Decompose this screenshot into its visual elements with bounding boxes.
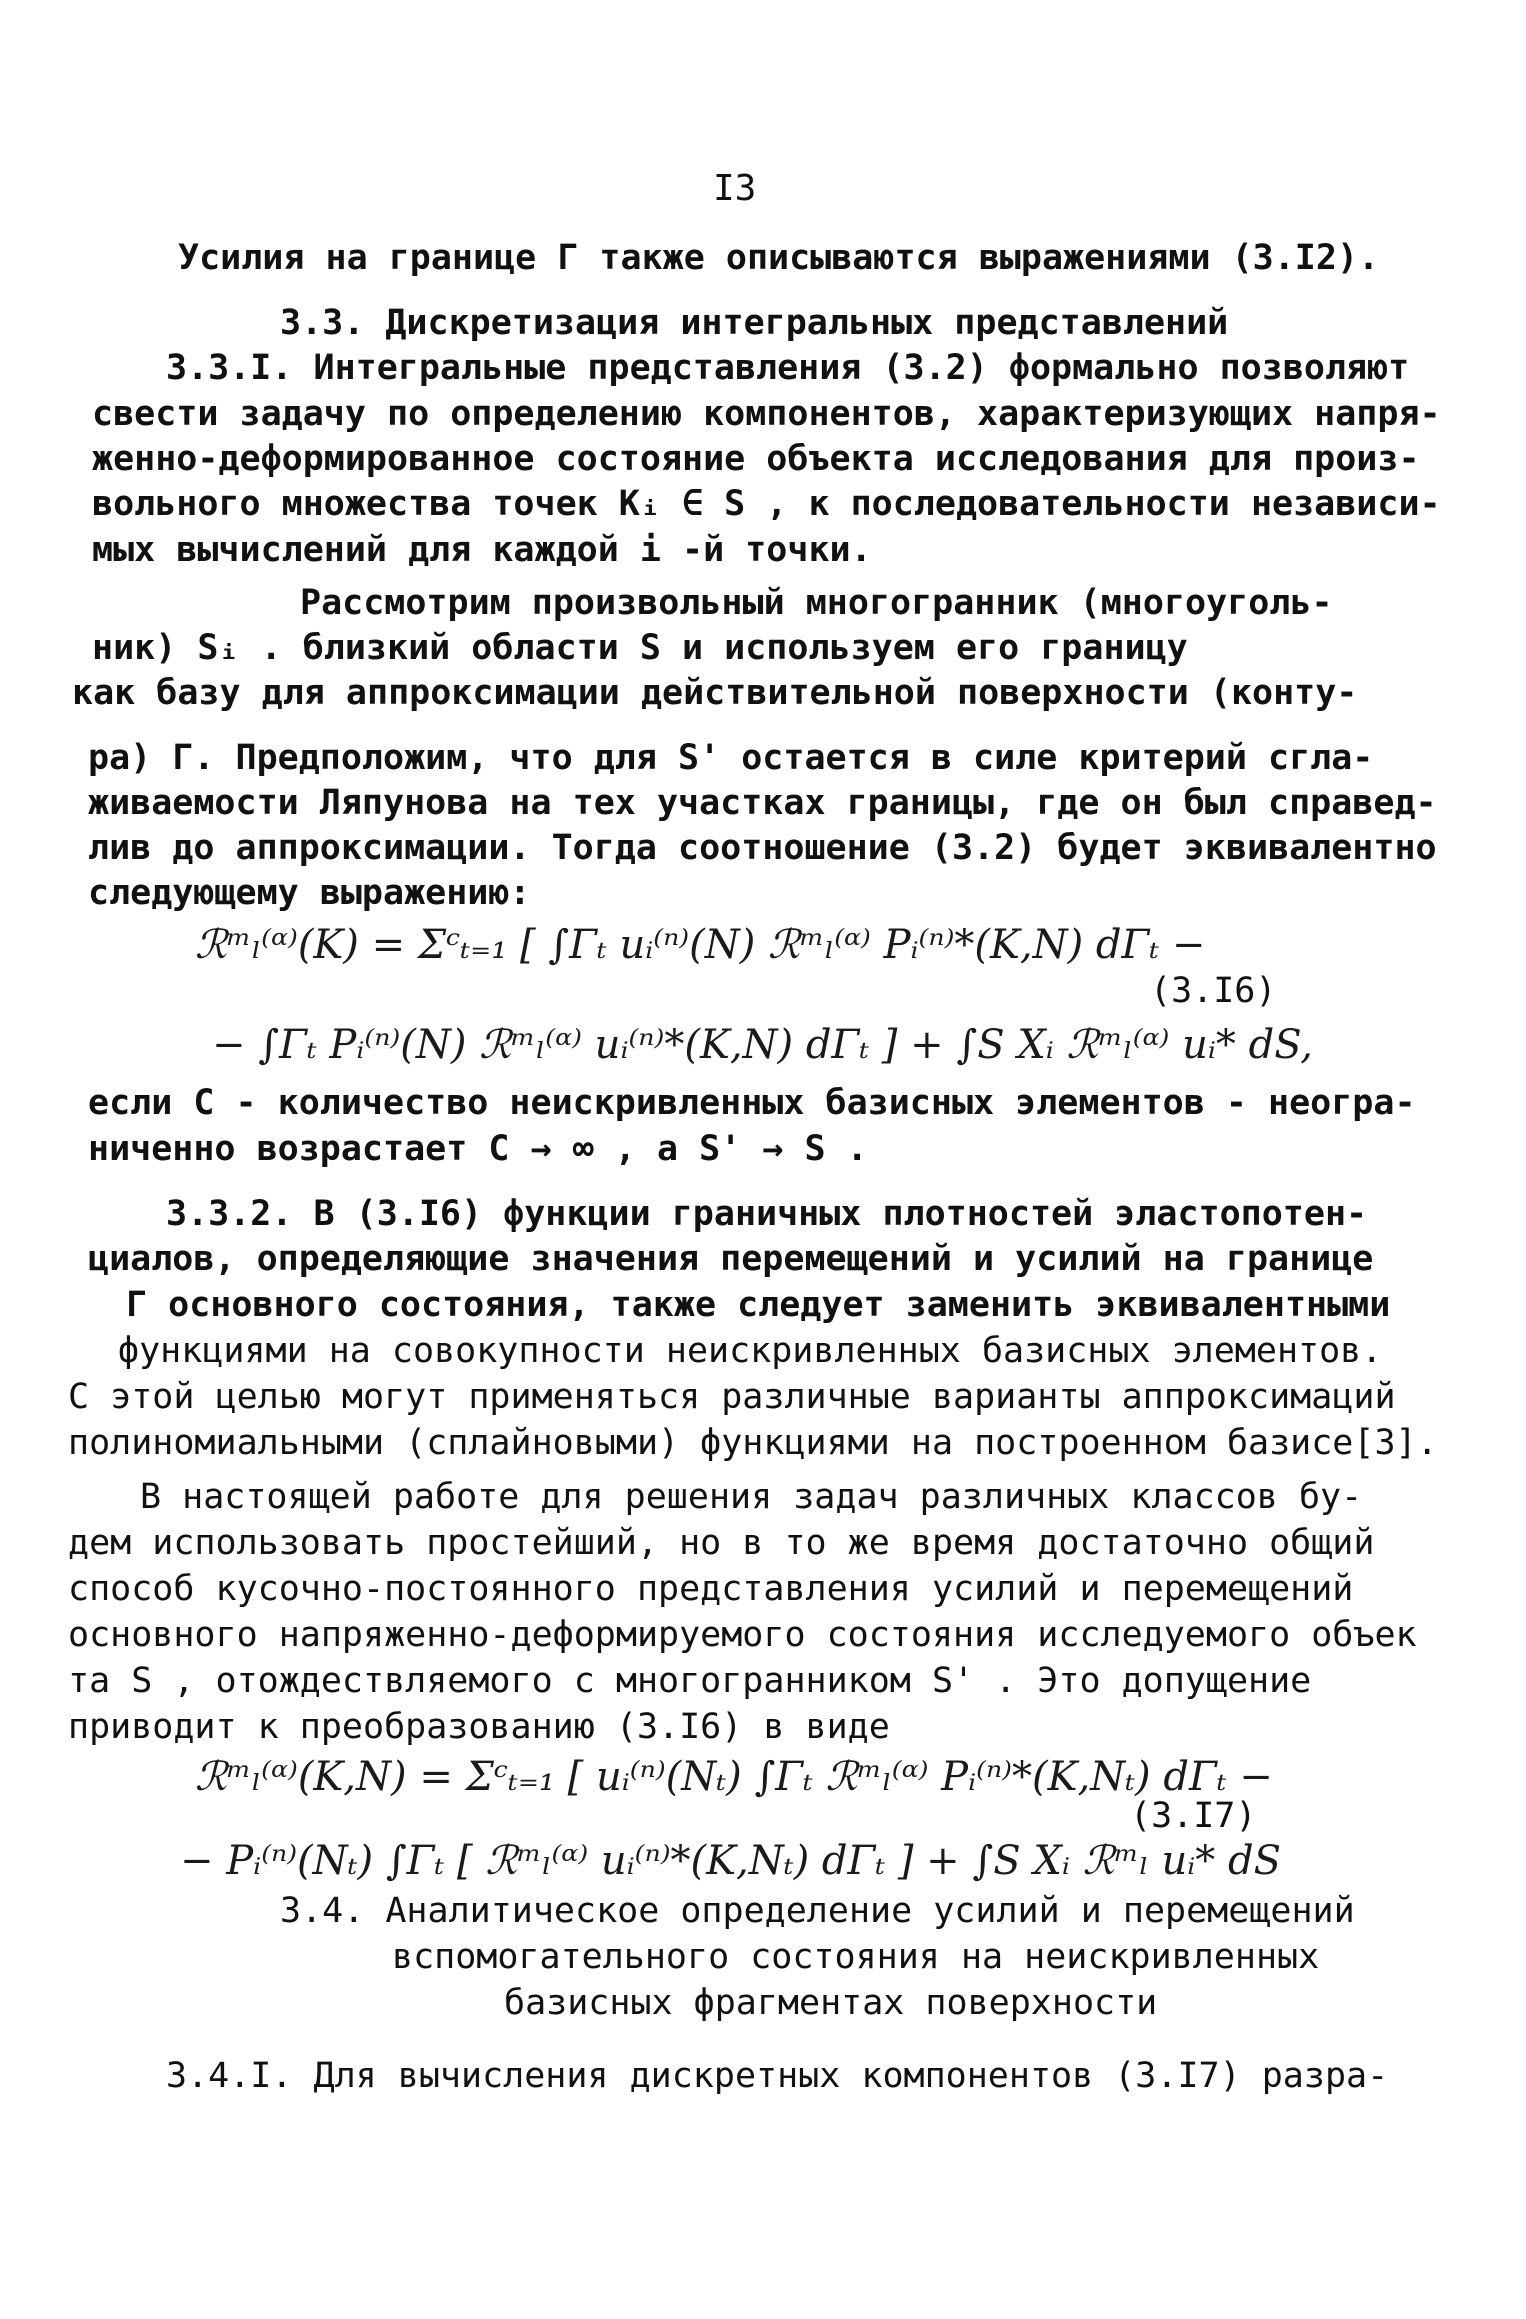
section-heading: вспомогательного состояния на неискривленных (392, 1937, 1320, 1977)
equation-3-17-line-2: − Pᵢ⁽ⁿ⁾(Nₜ) ∫Γₜ [ ℛᵐₗ⁽ᵅ⁾ uᵢ⁽ⁿ⁾*(K,Nₜ) dΓₜ ] + ∫S Xᵢ ℛᵐₗ uᵢ* dS (180, 1838, 1281, 1884)
text-line: Усилия на границе Г также описываются выражениями (3.I2). (178, 238, 1380, 278)
text-line: функциями на совокупности неискривленных базисных элементов. (118, 1331, 1383, 1371)
equation-number: (3.I7) (1130, 1796, 1257, 1836)
text-line: способ кусочно-постоянного представления усилий и перемещений (68, 1569, 1354, 1609)
equation-number: (3.I6) (1150, 971, 1277, 1011)
text-line: дем использовать простейший, но в то же время достаточно общий (68, 1523, 1375, 1563)
text-line: 3.3.I. Интегральные представления (3.2) формально позволяют (166, 348, 1410, 388)
text-line: вольного множества точек Kᵢ ∈ S , к последовательности независи- (92, 484, 1441, 524)
text-line: циалов, определяющие значения перемещений и усилий на границе (88, 1239, 1374, 1279)
text-line: полиномиальными (сплайновыми) функциями на построенном базисе[3]. (68, 1423, 1438, 1463)
text-line: ниченно возрастает C → ∞ , а S' → S . (88, 1129, 868, 1169)
text-line: следующему выражению: (88, 873, 531, 913)
text-line: ра) Г. Предположим, что для S' остается в силе критерий сгла- (88, 738, 1374, 778)
section-heading: 3.4. Аналитическое определение усилий и перемещений (280, 1891, 1355, 1931)
text-line: живаемости Ляпунова на тех участках границы, где он был справед- (88, 783, 1437, 823)
text-line: свести задачу по определению компонентов, характеризующих напря- (92, 394, 1441, 434)
text-line: 3.3.2. В (3.I6) функции граничных плотностей эластопотен- (166, 1194, 1368, 1234)
text-line: женно-деформированное состояние объекта исследования для произ- (92, 439, 1420, 479)
text-line: если C - количество неискривленных базисных элементов - неогра- (88, 1083, 1416, 1123)
text-line: 3.4.I. Для вычисления дискретных компонентов (3.I7) разра- (166, 2056, 1389, 2096)
text-line: ник) Sᵢ . близкий области S и используем его границу (92, 628, 1188, 668)
text-line: приводит к преобразованию (3.I6) в виде (68, 1707, 890, 1747)
text-line: Г основного состояния, также следует заменить эквивалентными (126, 1285, 1391, 1325)
equation-3-16-line-2: − ∫Γₜ Pᵢ⁽ⁿ⁾(N) ℛᵐₗ⁽ᵅ⁾ uᵢ⁽ⁿ⁾*(K,N) dΓₜ ] + ∫S Xᵢ ℛᵐₗ⁽ᵅ⁾ uᵢ* dS, (212, 1022, 1313, 1068)
text-line: основного напряженно-деформируемого состояния исследуемого объек (68, 1615, 1417, 1655)
section-heading: 3.3. Дискретизация интегральных представлений (280, 303, 1229, 343)
text-line: мых вычислений для каждой i -й точки. (92, 530, 872, 570)
text-line: Рассмотрим произвольный многогранник (многоуголь- (300, 583, 1333, 623)
text-line: как базу для аппроксимации действительной поверхности (конту- (72, 673, 1358, 713)
text-line: С этой целью могут применяться различные варианты аппроксимаций (68, 1377, 1396, 1417)
text-line: В настоящей работе для решения задач различных классов бу- (140, 1477, 1363, 1517)
equation-3-17-line-1: ℛᵐₗ⁽ᵅ⁾(K,N) = Σᶜₜ₌₁ [ uᵢ⁽ⁿ⁾(Nₜ) ∫Γₜ ℛᵐₗ⁽ᵅ⁾ Pᵢ⁽ⁿ⁾*(K,Nₜ) dΓₜ − (195, 1754, 1273, 1800)
text-line: та S , отождествляемого с многогранником S' . Это допущение (68, 1661, 1312, 1701)
text-line: лив до аппроксимации. Тогда соотношение (3.2) будет эквивалентно (88, 828, 1437, 868)
page-number: I3 (713, 168, 757, 209)
equation-3-16-line-1: ℛᵐₗ⁽ᵅ⁾(K) = Σᶜₜ₌₁ [ ∫Γₜ uᵢ⁽ⁿ⁾(N) ℛᵐₗ⁽ᵅ⁾ Pᵢ⁽ⁿ⁾*(K,N) dΓₜ − (195, 922, 1206, 968)
section-heading: базисных фрагментах поверхности (504, 1983, 1158, 2023)
